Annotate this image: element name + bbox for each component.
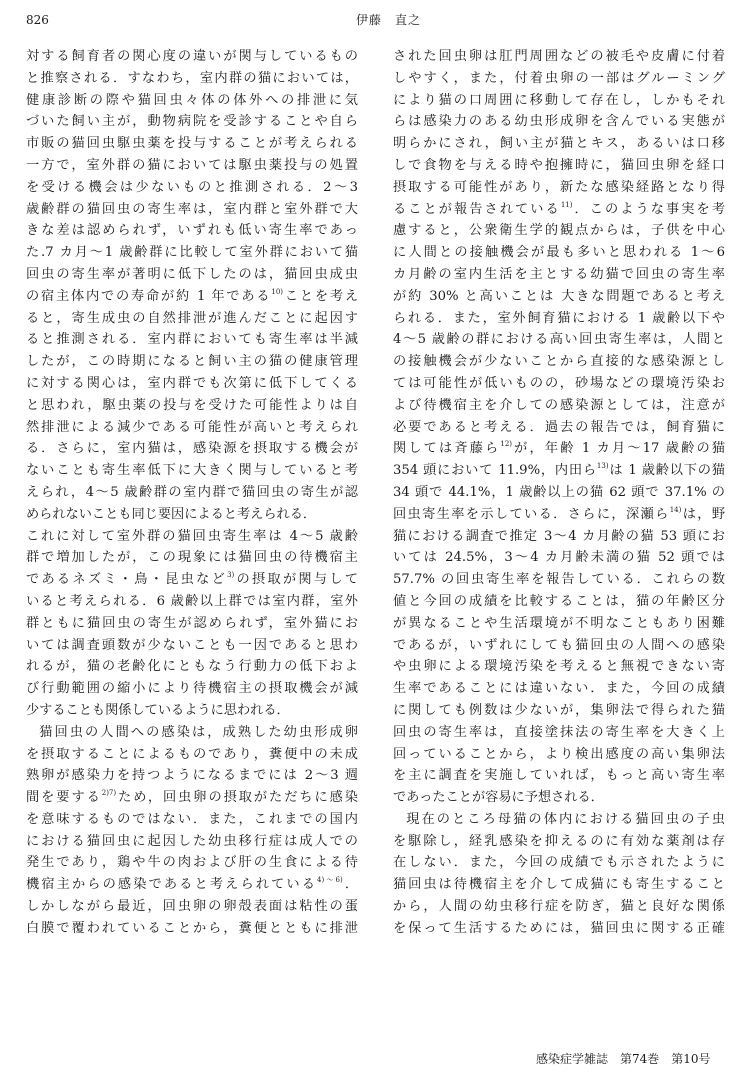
text-segment: 熟卵が感染力を持つようになるまでには 2～3 週 [26,768,358,784]
text-segment: ないことも寄生率低下に大きく関与していると考 [26,463,358,479]
left-column [26,46,358,940]
left-column-text-line [26,308,358,330]
left-column-text-line [26,765,358,787]
text-segment: いては調査頭数が少ないことも一因であると思わ [26,637,358,653]
text-segment: 34 頭で 44.1%，1 歳齢以上の猫 62 頭で 37.1% の [393,484,725,500]
right-column-text-line [393,635,725,657]
citation-reference: 14) [669,505,682,514]
left-column-text-line [26,874,358,896]
citation-reference: 12) [500,440,513,449]
left-column-text-line [26,744,358,766]
text-segment: 群ともに猫回虫の寄生が認められず，室外猫にお [26,615,358,631]
text-segment: したが，この時期になると飼い主の猫の健康管理 [26,354,358,370]
text-segment: が異なることや生活環境が不明なこともあり困難 [393,615,725,631]
left-column-text-line [26,351,358,373]
left-column-text-line [26,504,358,526]
text-segment: 発生であり，鶏や牛の肉および肝の生食による待 [26,855,358,871]
text-segment: ると推測される．室内群においても寄生率は半減 [26,332,358,348]
text-segment: 猫回虫は待機宿主を介して成猫にも寄生すること [393,877,725,893]
right-column-text-line [393,460,725,482]
left-column-text-line [26,395,358,417]
right-column-text-line [393,482,725,504]
text-segment: カ月齢の室内生活を主とする幼猫で回虫の寄生率 [393,266,725,282]
right-column-text-line [393,395,725,417]
left-column-text-line [26,417,358,439]
right-column [393,46,725,940]
text-segment: に関しても例数は少ないが，集卵法で得られた猫 [393,702,725,718]
left-column-text-line [26,569,358,591]
text-segment: の摂取が関与して [234,572,358,588]
left-column-text-line [26,852,358,874]
left-column-text-line [26,90,358,112]
text-segment: められないことも同じ要因によると考えられる． [26,506,317,522]
text-segment: び行動範囲の縮小により待機宿主の摂取機会が減 [26,681,358,697]
text-segment: 機宿主からの感染であると考えられている [26,877,318,893]
text-segment: いては 24.5%，3～4 カ月齢未満の猫 52 頭では [393,550,725,566]
text-segment: 猫における調査で推定 3～4 カ月齢の猫 53 頭にお [393,528,725,544]
left-column-text-line [26,635,358,657]
text-segment: ため，回虫卵の摂取がただちに感染 [116,790,358,806]
text-segment: を受ける機会は少ないものと推測される．2～3 [26,179,358,195]
text-segment: ． [342,877,358,893]
text-segment: 回っていることから，より検出感度の高い集卵法 [393,746,725,762]
right-column-text-line [393,417,725,439]
text-segment: に人間との接触機会が最も多いと思われる 1～6 [393,245,725,261]
left-column-text-line [26,547,358,569]
right-column-text-line [393,133,725,155]
citation-reference: 4)～6) [317,876,343,885]
left-column-text-line [26,526,358,548]
text-segment: 生率であることには違いない．また，今回の成績 [393,681,725,697]
text-segment: ことを考え [283,288,358,304]
left-column-text-line [26,613,358,635]
text-segment: る．さらに，室内猫は，感染源を摂取する機会が [26,441,358,457]
citation-reference: 10) [271,287,284,296]
right-column-text-line [393,155,725,177]
text-segment: しかしながら最近，回虫卵の卵殻表面は粘性の蛋 [26,899,358,915]
left-column-text-line [26,373,358,395]
text-segment: から，人間の幼虫移行症を防ぎ，猫と良好な関係 [393,899,725,915]
left-column-text-line [26,896,358,918]
left-column-text-line [26,199,358,221]
right-column-text-line [393,242,725,264]
text-segment: これに対して室外群の猫回虫寄生率は 4～5 歳齢 [26,528,358,544]
text-segment: 関しては斉藤ら [393,441,501,457]
left-column-text-line [26,678,358,700]
text-segment: よび待機宿主を介しての感染源としては，注意が [393,397,725,413]
right-column-text-line [393,373,725,395]
text-segment: 必要であると考える．過去の報告では，飼育猫に [393,419,725,435]
text-segment: えられ，4～5 歳齢群の室内群で猫回虫の寄生が認 [26,484,358,500]
right-column-text-line [393,656,725,678]
right-column-text-line [393,177,725,199]
right-column-text-line [393,852,725,874]
text-segment: により猫の口周囲に移動して存在し，しかもそれ [393,92,725,108]
text-segment: を主に調査を実施していれば，もっと高い寄生率 [393,768,725,784]
text-segment: しで食物を与える時や抱擁時に，猫回虫卵を経口 [393,157,725,173]
text-segment: 猫回虫の人間への感染は，成熟した幼虫形成卵 [39,724,358,740]
text-segment: 現在のところ母猫の体内における猫回虫の子虫 [406,811,725,827]
text-segment: 歳齢群の猫回虫の寄生率は，室内群と室外群で大 [26,201,358,217]
right-column-text-line [393,111,725,133]
text-segment: であるネズミ・鳥・昆虫など [26,572,228,588]
text-segment: 慮すると，公衆衛生学的観点からは，子供を中心 [393,223,725,239]
text-segment: 回虫の寄生率は，直接塗抹法の寄生率を大きく上 [393,724,725,740]
left-column-text-line [26,220,358,242]
text-segment: いると考えられる．6 歳齢以上群では室内群，室外 [26,593,358,609]
text-segment: は 1 歳齢以下の猫 [608,463,725,479]
text-segment: や虫卵による環境汚染を考えると無視できない寄 [393,659,725,675]
left-column-text-line [26,722,358,744]
right-column-text-line [393,787,725,809]
right-column-text-line [393,722,725,744]
page-number: 826 [26,13,49,27]
text-segment: と推察される．すなわち，室内群の猫においては， [26,70,358,86]
text-segment: を摂取することによるものであり，糞便中の未成 [26,746,358,762]
journal-footer: 感染症学雑誌 第74巻 第10号 [536,1052,711,1066]
text-segment: に対する関心は，室内群でも次第に低下してくる [26,375,358,391]
text-segment: であるが，いずれにしても猫回虫の人間への感染 [393,637,725,653]
text-segment: 57.7% の回虫寄生率を報告している．これらの数 [393,572,725,588]
running-header [26,10,720,30]
text-segment: づいた飼い主が，動物病院を受診することや自ら [26,114,358,130]
text-segment: れるが，猫の老齢化にともなう行動力の低下およ [26,659,358,675]
right-column-text-line [393,351,725,373]
text-segment: 摂取する可能性があり，新たな感染経路となり得 [393,179,725,195]
left-column-text-line [26,133,358,155]
right-column-text-line [393,308,725,330]
right-column-text-line [393,220,725,242]
right-column-text-line [393,329,725,351]
right-column-text-line [393,896,725,918]
text-segment: ることが報告されている [393,201,561,217]
text-segment: しやすく，また，付着虫卵の一部はグルーミング [393,70,725,86]
right-column-text-line [393,700,725,722]
right-column-text-line [393,68,725,90]
text-segment: られる．また，室外飼育猫における 1 歳齢以下や [393,310,725,326]
text-segment: きな差は認められず，いずれも低い寄生率であっ [26,223,358,239]
left-column-text-line [26,155,358,177]
right-column-text-line [393,526,725,548]
right-column-text-line [393,504,725,526]
text-segment: ．このような事実を考 [572,201,725,217]
citation-reference: 2)7) [101,789,117,798]
text-segment: と思われ，駆虫薬の投与を受けた可能性よりは自 [26,397,358,413]
text-segment: 少することも関係しているように思われる． [26,702,290,718]
text-segment: の接触機会が少ないことから直接的な感染源とし [393,354,725,370]
left-column-text-line [26,264,358,286]
right-column-text-line [393,569,725,591]
text-segment: を保って生活するためには，猫回虫に関する正確 [393,920,725,936]
text-segment: の宿主体内での寿命が約 1 年である [26,288,272,304]
right-column-text-line [393,765,725,787]
text-segment: 値と今回の成績を比較することは，猫の年齢区分 [393,593,725,609]
text-segment: が約 30% と高いことは 大きな問題であると考え [393,288,725,304]
text-segment: であったことが容易に予想される． [393,790,604,806]
left-column-text-line [26,656,358,678]
right-column-text-line [393,678,725,700]
right-column-text-line [393,874,725,896]
left-column-text-line [26,68,358,90]
left-column-text-line [26,482,358,504]
left-column-text-line [26,46,358,68]
text-segment: 然排泄による減少である可能性が高いと考えられ [26,419,358,435]
text-segment: 354 頭において 11.9%，内田ら [393,463,597,479]
text-segment: た.7 カ月～1 歳齢群に比較して室外群において猫 [26,245,358,261]
text-segment: された回虫卵は肛門周囲などの被毛や皮膚に付着 [393,49,725,64]
right-column-text-line [393,264,725,286]
text-segment: 群で増加したが，この現象には猫回虫の待機宿主 [26,550,358,566]
left-column-text-line [26,787,358,809]
text-segment: ると，寄生成虫の自然排泄が進んだことに起因す [26,310,358,326]
left-column-text-line [26,242,358,264]
text-segment: 一方で，室外群の猫においては駆虫薬投与の処置 [26,157,358,173]
left-column-text-line [26,809,358,831]
citation-reference: 13) [596,462,609,471]
right-column-text-line [393,613,725,635]
left-column-text-line [26,460,358,482]
right-column-text-line [393,918,725,940]
text-segment: 回虫の寄生率が著明に低下したのは，猫回虫成虫 [26,266,358,282]
left-column-text-line [26,111,358,133]
citation-reference: 3) [227,571,235,580]
right-column-text-line [393,831,725,853]
text-segment: 4～5 歳齢の群における高い回虫寄生率は，人間と [393,332,725,348]
text-segment: は，野 [681,506,725,522]
citation-reference: 11) [560,200,573,209]
left-column-text-line [26,177,358,199]
left-column-text-line [26,329,358,351]
text-segment: 健康診断の際や猫回虫々体の体外への排泄に気 [26,92,358,108]
text-segment: を意味するものではない．また，これまでの国内 [26,811,358,827]
right-column-text-line [393,809,725,831]
right-column-text-line [393,547,725,569]
text-segment: 市販の猫回虫駆虫薬を投与することが考えられる [26,136,358,152]
left-column-text-line [26,286,358,308]
text-segment: 回虫寄生率を示している．さらに，深瀬ら [393,506,670,522]
text-segment: を駆除し，経乳感染を抑えるのに有効な薬剤は存 [393,833,725,849]
left-column-text-line [26,438,358,460]
text-segment: が，年齢 1 カ月～17 歳齢の猫 [512,441,725,457]
right-column-text-line [393,286,725,308]
right-column-text-line [393,438,725,460]
left-column-text-line [26,831,358,853]
text-segment: ては可能性が低いものの，砂場などの環境汚染お [393,375,725,391]
text-segment: 対する飼育者の関心度の違いが関与しているもの [26,49,358,64]
right-column-text-line [393,46,725,68]
left-column-text-line [26,700,358,722]
left-column-text-line [26,918,358,940]
text-segment: 在しない．また，今回の成績でも示されたように [393,855,725,871]
right-column-text-line [393,744,725,766]
text-segment: 間を要する [26,790,102,806]
right-column-text-line [393,90,725,112]
text-segment: 明らかにされ，飼い主が猫とキス，あるいは口移 [393,136,725,152]
left-column-text-line [26,591,358,613]
text-segment: らは感染力のある幼虫形成卵を含んでいる実態が [393,114,725,130]
text-segment: における猫回虫に起因した幼虫移行症は成人での [26,833,358,849]
running-author: 伊藤 直之 [356,13,422,27]
right-column-text-line [393,591,725,613]
text-segment: 白膜で覆われていることから，糞便とともに排泄 [26,920,358,936]
right-column-text-line [393,199,725,221]
